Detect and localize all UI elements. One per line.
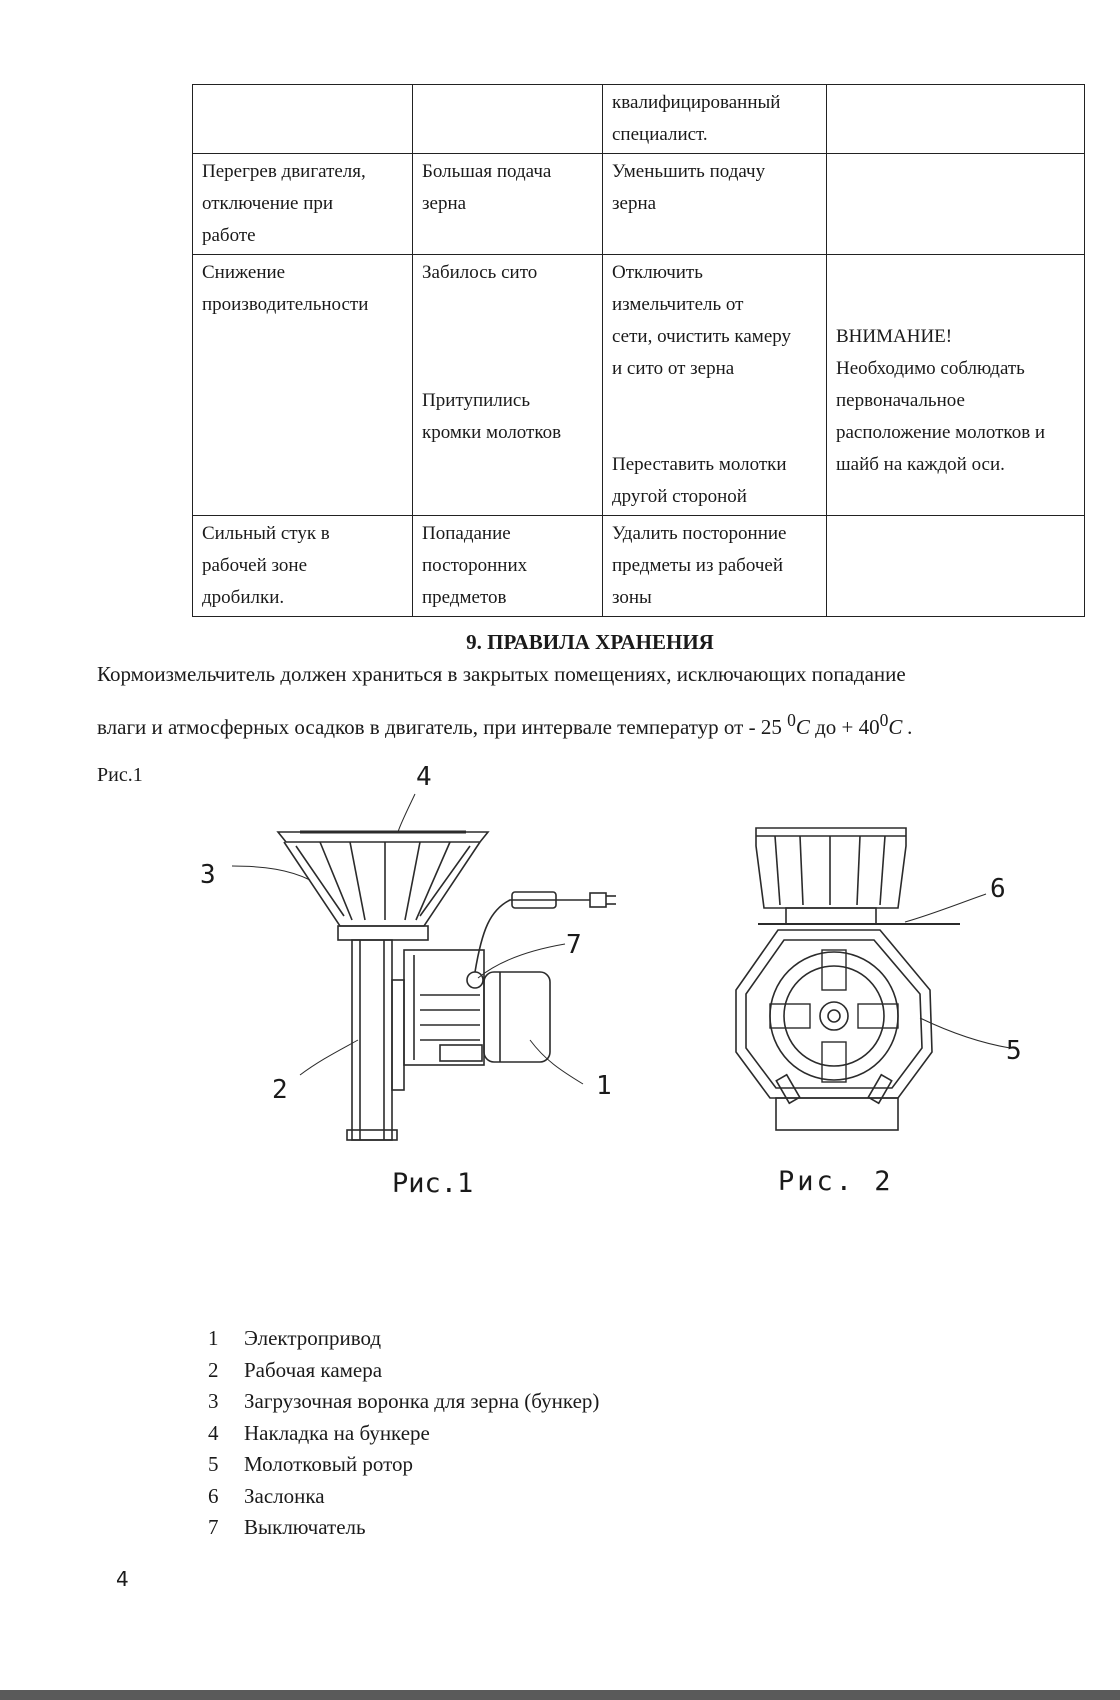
cell-text-line: зоны (612, 587, 652, 608)
legend-number: 5 (208, 1452, 219, 1476)
cell-text-line: другой стороной (612, 486, 747, 507)
cell-text-line: Снижение (202, 262, 286, 283)
cell-text-line: предметы из рабочей (612, 555, 783, 576)
figure-reference-label: Рис.1 (97, 764, 143, 786)
legend-text: Молотковый ротор (244, 1452, 414, 1476)
callout-5: 5 (1006, 1036, 1022, 1066)
cell-text-line: Забилось сито (422, 262, 538, 283)
cell-text-line: предметов (422, 587, 507, 608)
callout-3: 3 (200, 860, 216, 890)
cell-text-line: кромки молотков (422, 422, 562, 443)
cell-text-line: посторонних (422, 555, 528, 576)
legend-number: 4 (208, 1420, 219, 1445)
figure-2-caption: Рис. 2 (778, 1166, 894, 1197)
temp-high-unit: C . (888, 715, 913, 739)
cell-text-line: Удалить посторонние (612, 523, 787, 544)
cell-text-line: сети, очистить камеру (612, 326, 792, 347)
legend-text: Накладка на бункере (244, 1420, 430, 1445)
cell-text-line: зерна (422, 193, 467, 214)
cell-text-line: специалист. (612, 124, 708, 145)
cell-text-line: Перегрев двигателя, (202, 161, 366, 182)
cell-text-line: зерна (612, 193, 657, 214)
cell-text-line: квалифицированный (612, 92, 781, 113)
temp-low-degree: 0 (787, 710, 796, 730)
callout-6: 6 (990, 874, 1006, 904)
page-number: 4 (116, 1567, 129, 1591)
figure-2-drawing (736, 828, 1010, 1130)
legend-number: 3 (208, 1389, 219, 1413)
legend-text: Рабочая камера (244, 1357, 383, 1382)
legend-number: 2 (208, 1357, 219, 1382)
callout-2: 2 (272, 1075, 288, 1105)
storage-text: влаги и атмосферных осадков в двигатель, при интервале температур от - 25 (97, 715, 782, 739)
cell-text-line: рабочей зоне (202, 555, 308, 576)
temp-high-degree: 0 (879, 710, 889, 730)
cell-text-line: Отключить (612, 262, 703, 283)
cell-text-line: измельчитель от (612, 294, 744, 315)
cell-text-line: Попадание (422, 523, 511, 544)
cell-text-line: Притупились (422, 390, 531, 411)
legend-item (208, 1323, 599, 1355)
cell-text-line: Необходимо соблюдать (836, 358, 1025, 379)
legend-text: Загрузочная воронка для зерна (бункер) (244, 1389, 600, 1413)
legend-item (208, 1512, 599, 1544)
legend-number: 1 (208, 1326, 219, 1350)
legend-text: Заслонка (244, 1483, 325, 1508)
storage-paragraph-line-1: Кормоизмельчитель должен храниться в закрытых помещениях, исключающих попадание (97, 662, 906, 686)
cell-text-line: расположение молотков и (836, 422, 1046, 443)
cell-text-line: и сито от зерна (612, 358, 735, 379)
legend-item (208, 1481, 599, 1513)
callout-1: 1 (596, 1071, 612, 1101)
legend-number: 6 (208, 1483, 219, 1508)
legend-item (208, 1418, 599, 1450)
cell-text-line: ВНИМАНИЕ! (836, 326, 953, 347)
section-title: 9. ПРАВИЛА ХРАНЕНИЯ (466, 630, 714, 654)
temp-low-unit: C (795, 715, 810, 739)
cell-text-line: отключение при (202, 193, 334, 214)
figure-1-caption: Рис.1 (392, 1168, 474, 1199)
cell-text-line: производительности (202, 294, 369, 315)
cell-text-line: Большая подача (422, 161, 552, 182)
legend-text: Выключатель (244, 1515, 366, 1539)
legend-item (208, 1355, 599, 1387)
cell-text-line: Переставить молотки (612, 454, 787, 475)
temp-mid: до + 40 (809, 715, 880, 739)
cell-text-line: первоначальное (836, 390, 965, 411)
cell-text-line: шайб на каждой оси. (836, 454, 1005, 475)
cell-text-line: Сильный стук в (202, 523, 330, 544)
cell-text-line: дробилки. (202, 587, 285, 608)
legend-number: 7 (208, 1515, 219, 1539)
figure-1-drawing (232, 794, 616, 1140)
legend-text: Электропривод (244, 1326, 382, 1350)
callout-4: 4 (416, 762, 432, 792)
cell-text-line: Уменьшить подачу (612, 161, 766, 182)
parts-legend (208, 1323, 599, 1544)
scan-edge-bar (0, 1690, 1120, 1700)
legend-item (208, 1449, 599, 1481)
cell-text-line: работе (202, 225, 256, 246)
legend-item (208, 1386, 599, 1418)
callout-7: 7 (566, 930, 582, 960)
